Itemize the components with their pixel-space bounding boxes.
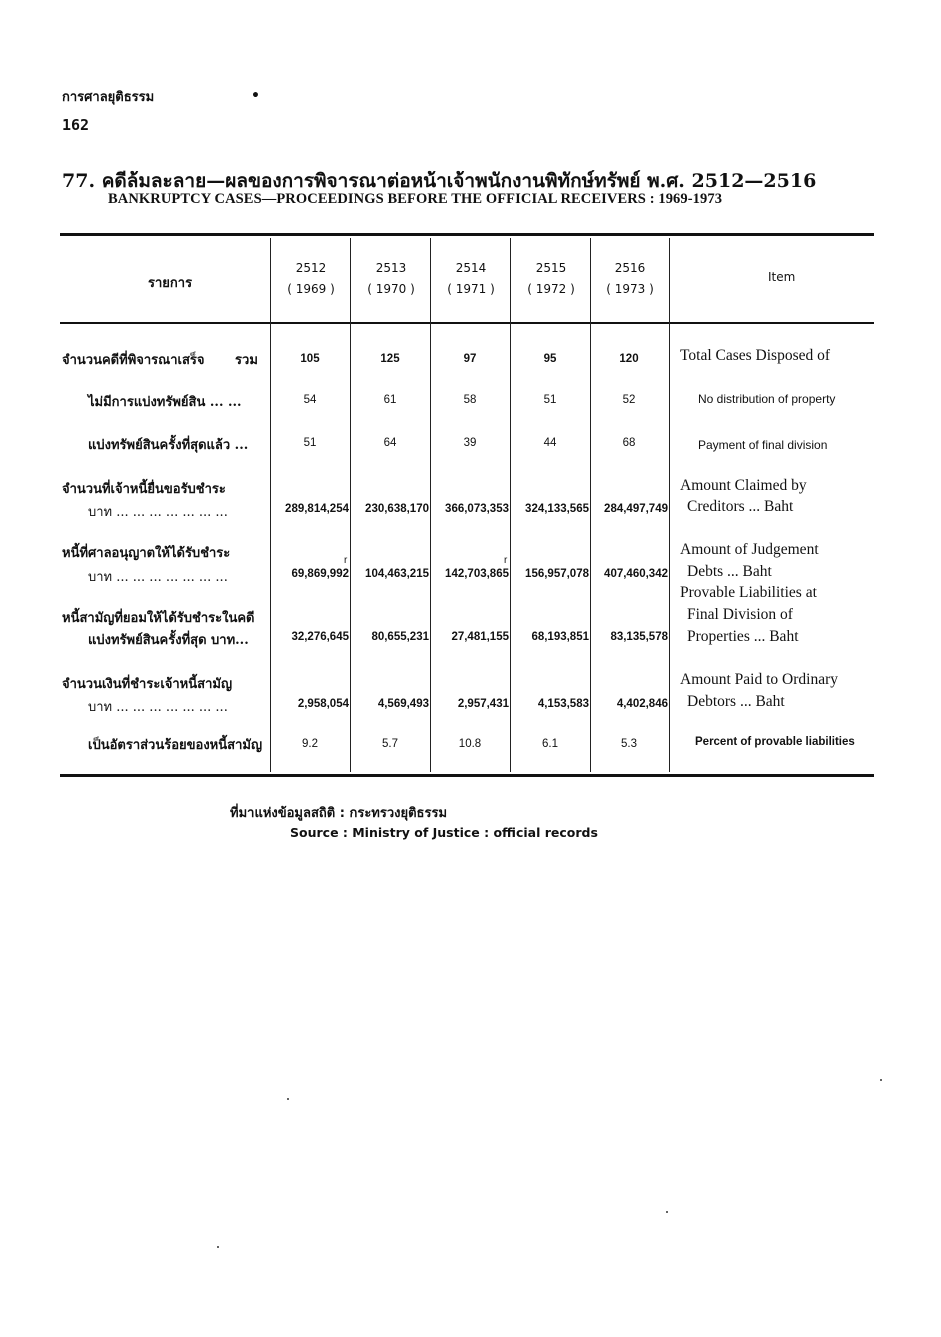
- table-title-thai-text: คดีล้มละลาย—ผลของการพิจารณาต่อหน้าเจ้าพนักงานพิทักษ์ทรัพย์ พ.ศ. 2512—2516: [101, 170, 817, 192]
- table-cell: 44: [543, 437, 557, 449]
- year-be: 2512: [295, 261, 327, 275]
- year-be: 2514: [455, 261, 487, 275]
- row-label-english: Percent of provable liabilities: [695, 736, 855, 748]
- year-ad: ( 1972 ): [527, 282, 575, 296]
- table-cell: 407,460,342: [604, 568, 668, 580]
- row-label-english: Total Cases Disposed of: [680, 347, 831, 364]
- row-label-paid: จำนวนเงินที่ชำระเจ้าหนี้สามัญ: [62, 677, 233, 692]
- row-label-percent: เป็นอัตราส่วนร้อยของหนี้สามัญ: [88, 738, 263, 753]
- table-cell: 324,133,565: [525, 503, 589, 515]
- row-label-english: Properties ... Baht: [687, 628, 799, 645]
- scan-speck: [880, 1079, 882, 1081]
- row-label-paid-unit: บาท ... ... ... ... ... ... ...: [88, 700, 228, 715]
- table-cell: 5.7: [382, 738, 398, 750]
- page-number: 162: [62, 116, 90, 134]
- row-label-english: Creditors ... Baht: [687, 498, 794, 515]
- row-label-english: Amount of Judgement: [680, 541, 819, 558]
- scan-speck: [287, 1098, 289, 1100]
- revision-mark: r: [504, 555, 508, 566]
- table-cell: 83,135,578: [610, 631, 668, 643]
- table-cell: 289,814,254: [285, 503, 349, 515]
- table-cell: 68,193,851: [531, 631, 589, 643]
- table-cell: 156,957,078: [525, 568, 589, 580]
- table-bottom-rule: [60, 774, 874, 777]
- table-cell: 51: [543, 394, 557, 406]
- table-cell: 6.1: [542, 738, 558, 750]
- table-cell: 10.8: [458, 738, 482, 750]
- table-cell: 64: [383, 437, 397, 449]
- header-item-english: Item: [768, 270, 796, 284]
- revision-mark: r: [344, 555, 348, 566]
- year-ad: ( 1970 ): [367, 282, 415, 296]
- row-label-judgement-unit: บาท ... ... ... ... ... ... ...: [88, 570, 228, 585]
- row-label-provable: หนี้สามัญที่ยอมให้ได้รับชำระในคดี: [62, 611, 255, 626]
- table-cell: 2,958,054: [297, 698, 349, 710]
- table-cell: 51: [303, 437, 317, 449]
- table-cell: 142,703,865: [445, 568, 509, 580]
- table-cell: 284,497,749: [604, 503, 668, 515]
- table-title-english: BANKRUPTCY CASES—PROCEEDINGS BEFORE THE OFFICIAL RECEIVERS : 1969-1973: [108, 191, 723, 207]
- table-cell: 4,569,493: [377, 698, 429, 710]
- row-label-judgement: หนี้ที่ศาลอนุญาตให้ได้รับชำระ: [62, 546, 231, 561]
- table-cell: 2,957,431: [457, 698, 509, 710]
- scan-speck: [217, 1246, 219, 1248]
- year-be: 2513: [375, 261, 407, 275]
- table-cell: 54: [303, 394, 317, 406]
- table-cell: 230,638,170: [365, 503, 429, 515]
- row-label-english: Debtors ... Baht: [687, 693, 785, 710]
- row-label-english: Provable Liabilities at: [680, 584, 817, 601]
- scan-speck: [666, 1211, 668, 1213]
- year-ad: ( 1969 ): [287, 282, 335, 296]
- row-label-claimed: จำนวนที่เจ้าหนี้ยื่นขอรับชำระ: [62, 482, 226, 497]
- row-label-english: Final Division of: [687, 606, 793, 623]
- table-cell: 27,481,155: [451, 631, 509, 643]
- table-cell: 120: [619, 353, 639, 365]
- table-cell: 4,402,846: [616, 698, 668, 710]
- row-label-text: จำนวนคดีที่พิจารณาเสร็จ: [62, 353, 205, 368]
- row-label-no-distribution: ไม่มีการแบ่งทรัพย์สิน ... ...: [88, 395, 242, 410]
- table-cell: 58: [463, 394, 477, 406]
- table-cell: 125: [380, 353, 400, 365]
- table-cell: 80,655,231: [371, 631, 429, 643]
- table-top-rule: [60, 233, 874, 236]
- table-cell: 39: [463, 437, 477, 449]
- header-item-thai: รายการ: [148, 276, 193, 291]
- table-cell: 97: [463, 353, 477, 365]
- row-label-provable-unit: แบ่งทรัพย์สินครั้งที่สุด บาท...: [88, 633, 249, 648]
- table-cell: 104,463,215: [365, 568, 429, 580]
- table-cell: 4,153,583: [537, 698, 589, 710]
- header-bottom-rule: [60, 322, 874, 324]
- source-thai: ที่มาแห่งข้อมูลสถิติ : กระทรวงยุติธรรม: [230, 806, 448, 821]
- row-label-english: Debts ... Baht: [687, 563, 772, 580]
- table-number: 77.: [62, 170, 96, 192]
- publication-title: การศาลยุติธรรม: [62, 90, 155, 105]
- bullet-mark: •: [251, 88, 260, 104]
- table-cell: 68: [622, 437, 636, 449]
- table-cell: 52: [622, 394, 636, 406]
- year-header: [271, 258, 351, 300]
- row-label-english: Amount Paid to Ordinary: [680, 671, 838, 688]
- table-cell: 9.2: [302, 738, 318, 750]
- source-english: Source : Ministry of Justice : official records: [290, 825, 598, 840]
- table-cell: 105: [300, 353, 320, 365]
- year-be: 2515: [535, 261, 567, 275]
- table-cell: 61: [383, 394, 397, 406]
- table-cell: 69,869,992: [291, 568, 349, 580]
- year-ad: ( 1971 ): [447, 282, 495, 296]
- year-header: [590, 258, 670, 300]
- row-label-english: Amount Claimed by: [680, 477, 807, 494]
- row-label-english: Payment of final division: [698, 438, 828, 452]
- row-label-english: No distribution of property: [698, 392, 836, 406]
- year-ad: ( 1973 ): [606, 282, 654, 296]
- year-header: [511, 258, 591, 300]
- year-header: [431, 258, 511, 300]
- table-cell: 366,073,353: [445, 503, 509, 515]
- year-header: [351, 258, 431, 300]
- row-label-suffix: รวม: [235, 353, 258, 368]
- row-label-claimed-unit: บาท ... ... ... ... ... ... ...: [88, 505, 228, 520]
- table-cell: 5.3: [621, 738, 637, 750]
- year-be: 2516: [614, 261, 646, 275]
- column-divider: [669, 238, 670, 772]
- row-label-total: [62, 349, 258, 370]
- row-label-final-division: แบ่งทรัพย์สินครั้งที่สุดแล้ว ...: [88, 438, 249, 453]
- table-cell: 95: [543, 353, 557, 365]
- table-cell: 32,276,645: [291, 631, 349, 643]
